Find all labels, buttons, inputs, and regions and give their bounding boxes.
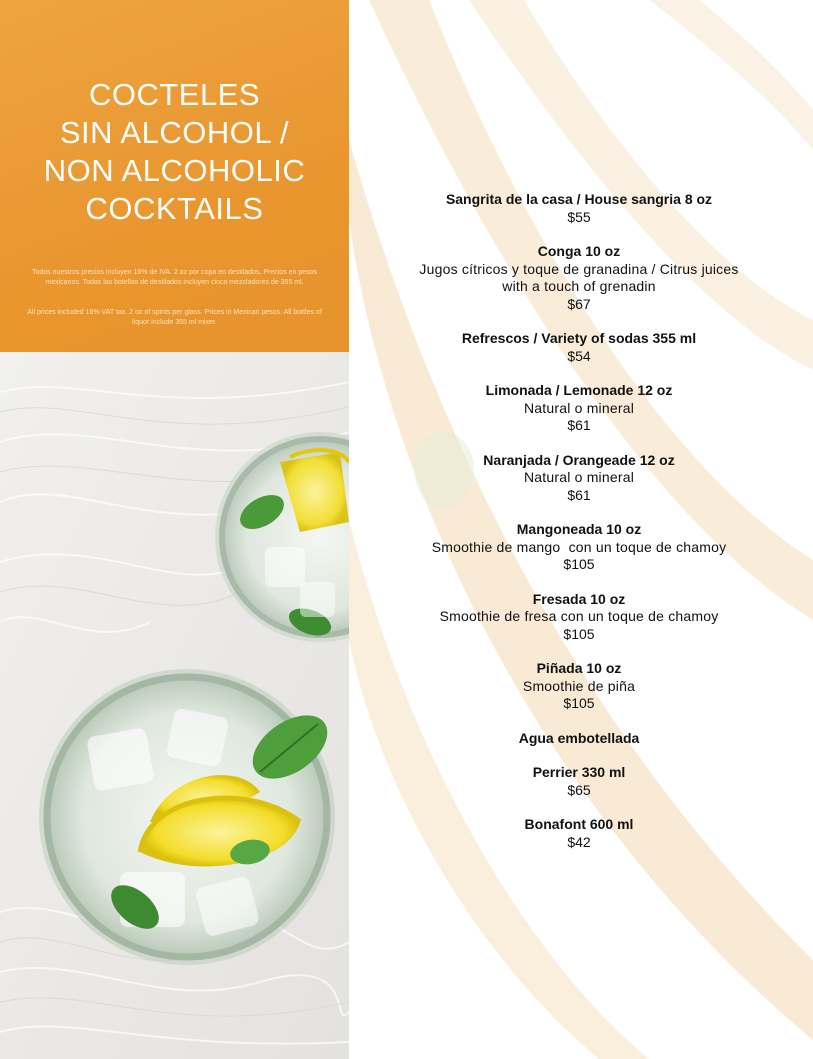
menu-item [349,764,809,799]
item-name: Piñada 10 oz [536,660,622,676]
item-price: $61 [567,486,591,503]
item-price: $65 [567,781,591,798]
item-name: Mangoneada 10 oz [516,521,642,537]
item-price: $61 [567,417,591,433]
title-line-3: NON ALCOHOLIC [43,153,306,188]
item-price: $67 [567,295,591,312]
menu-item [349,382,809,435]
item-price: $42 [567,833,591,850]
title-line-4: COCKTAILS [85,191,264,226]
item-name: Refrescos / Variety of sodas 355 ml [461,330,697,346]
title-line-2: SIN ALCOHOL / [59,115,290,150]
item-name: Limonada / Lemonade 12 oz [485,382,673,398]
menu-item [349,330,809,365]
item-description: Smoothie de piña [522,677,636,694]
left-panel [0,0,349,1059]
cocktail-photo [0,352,349,1059]
item-price: $54 [567,347,591,364]
item-price: $105 [563,695,595,711]
menu-item [349,243,809,313]
menu-item [349,191,809,226]
title-line-1: COCTELES [88,77,261,112]
title-block [0,0,349,352]
menu-item [349,591,809,644]
item-description: Natural o mineral [524,469,634,485]
item-name: Fresada 10 oz [532,590,626,607]
menu-item [349,660,809,713]
item-name: Conga 10 oz [537,243,621,259]
item-name: Perrier 330 ml [532,764,626,780]
item-name: Naranjada / Orangeade 12 oz [483,451,675,468]
item-description: Smoothie de fresa con un toque de chamoy [439,608,719,624]
item-description: Smoothie de mango con un toque de chamoy [431,538,727,555]
cocktail-photo-illustration [0,352,349,1059]
item-description: Natural o mineral [524,399,634,416]
item-name: Agua embotellada [518,729,640,746]
item-name: Sangrita de la casa / House sangria 8 oz [445,191,713,207]
item-description: with a touch of grenadin [502,278,656,294]
price-note-english: All prices included 16% VAT tax. 2 oz of spirits per glass. Prices in Mexican pesos. All bottles of liquor include 355 ml mixer. [27,309,322,326]
price-note-spanish: Todos nuestros precios incluyen 16% de IVA. 2 oz por copa en destilados. Precios en pesos mexicanos. Todas las botellas de destilados incluyen cinco mezcladores de 355 ml. [31,269,318,286]
menu-item [349,816,809,851]
menu-section-heading [349,730,809,748]
item-name: Bonafont 600 ml [524,816,634,832]
item-price: $105 [563,556,595,572]
menu-list [349,191,809,868]
item-price: $55 [567,208,591,225]
item-price: $105 [563,625,595,642]
menu-item [349,521,809,574]
item-description: Jugos cítricos y toque de granadina / Citrus juices [419,260,739,277]
menu-item [349,452,809,505]
